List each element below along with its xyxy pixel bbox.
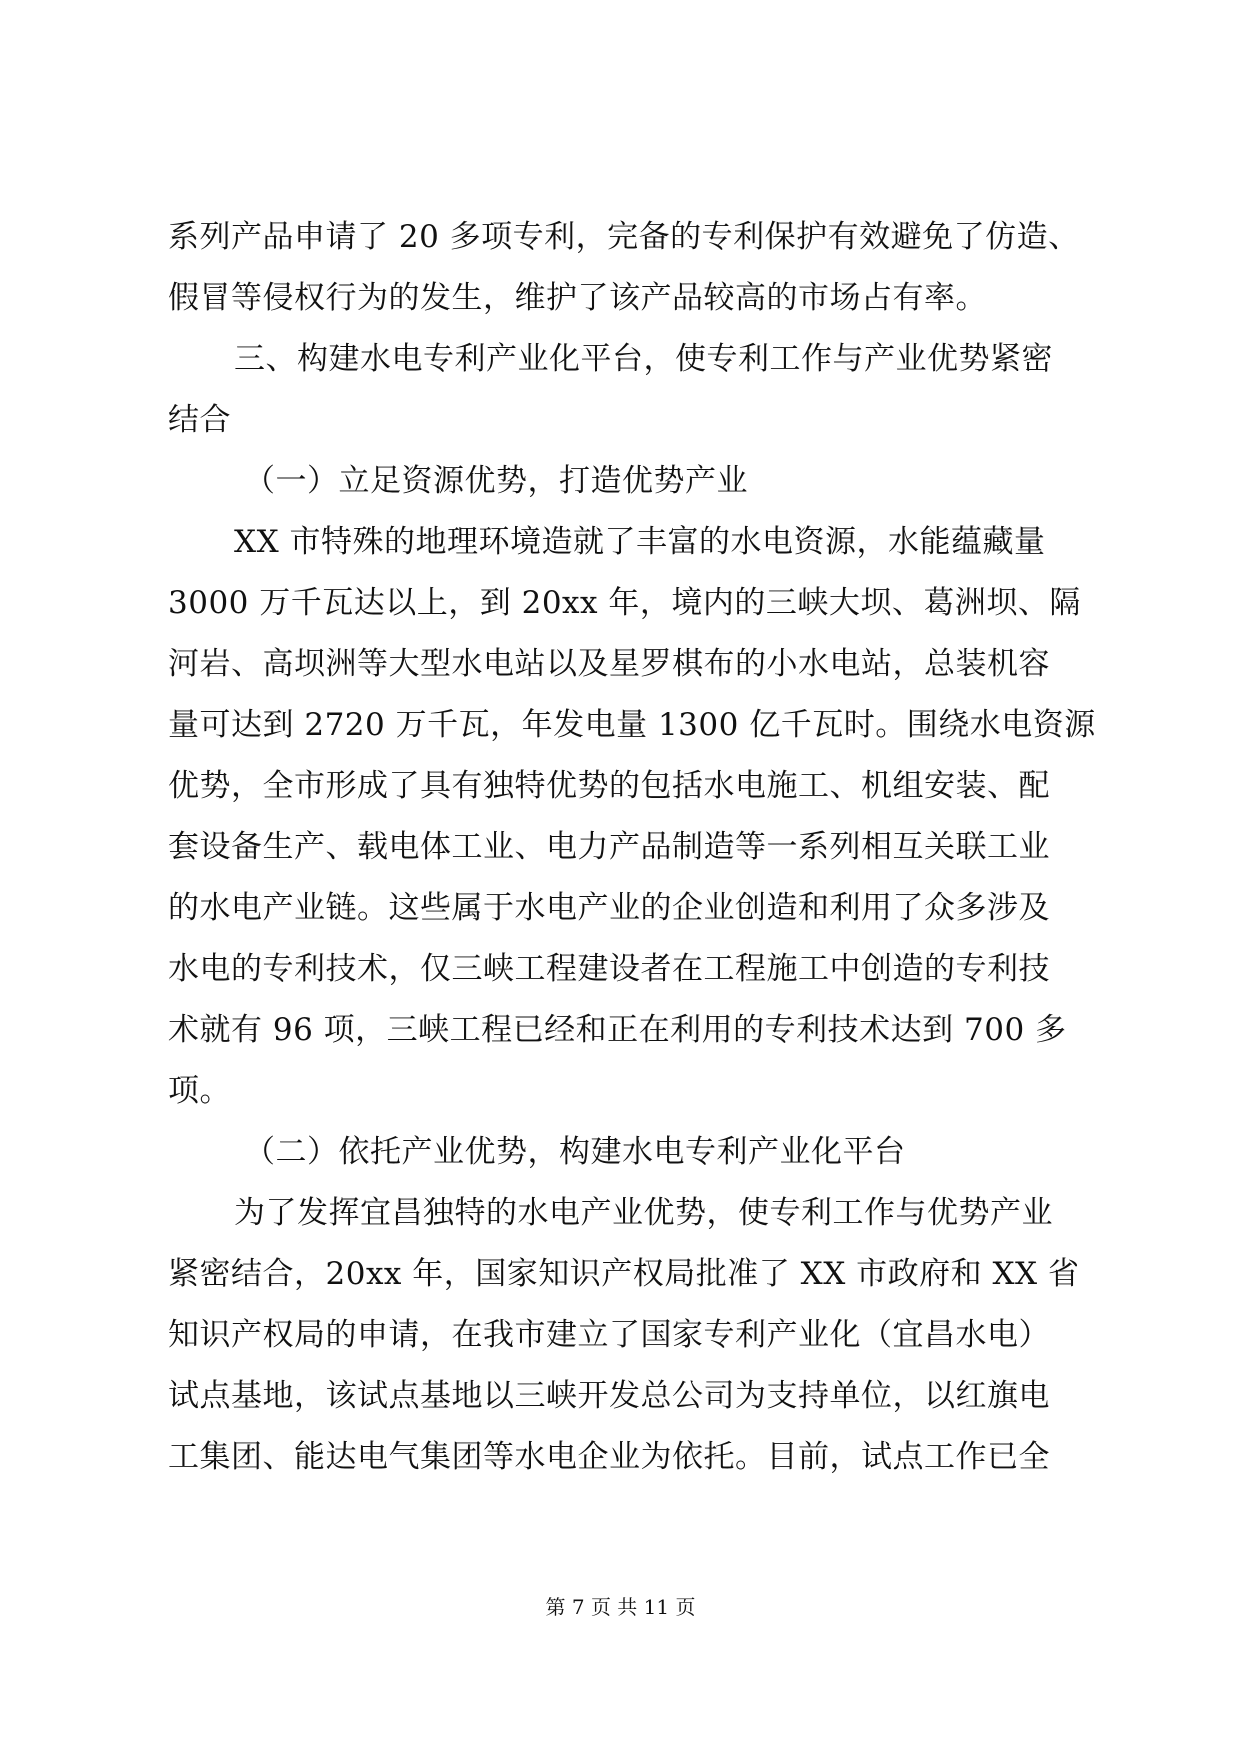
paragraph-start: XX 市特殊的地理环境造就了丰富的水电资源，水能蕴藏量 bbox=[234, 524, 1046, 560]
text-line: 套设备生产、载电体工业、电力产品制造等一系列相互关联工业 bbox=[168, 829, 1050, 865]
text-line: 术就有 96 项，三峡工程已经和正在利用的专利技术达到 700 多 bbox=[168, 1012, 1067, 1048]
subsection-heading: （一）立足资源优势，打造优势产业 bbox=[244, 463, 748, 499]
document-body bbox=[168, 207, 1096, 1488]
text-line: 3000 万千瓦达以上，到 20xx 年，境内的三峡大坝、葛洲坝、隔 bbox=[168, 585, 1081, 621]
page-footer bbox=[0, 1591, 1241, 1620]
subsection-heading: （二）依托产业优势，构建水电专利产业化平台 bbox=[244, 1134, 906, 1170]
section-heading: 三、构建水电专利产业化平台，使专利工作与产业优势紧密 bbox=[234, 341, 1053, 377]
text-line: 河岩、高坝洲等大型水电站以及星罗棋布的小水电站，总装机容 bbox=[168, 646, 1050, 682]
text-line: 试点基地，该试点基地以三峡开发总公司为支持单位，以红旗电 bbox=[168, 1378, 1050, 1414]
text-line: 系列产品申请了 20 多项专利，完备的专利保护有效避免了仿造、 bbox=[168, 219, 1080, 255]
section-heading-continuation: 结合 bbox=[168, 402, 231, 438]
text-line: 紧密结合，20xx 年，国家知识产权局批准了 XX 市政府和 XX 省 bbox=[168, 1256, 1080, 1292]
text-line: 假冒等侵权行为的发生，维护了该产品较高的市场占有率。 bbox=[168, 280, 987, 316]
text-line: 量可达到 2720 万千瓦，年发电量 1300 亿千瓦时。围绕水电资源 bbox=[168, 707, 1096, 743]
text-line: 的水电产业链。这些属于水电产业的企业创造和利用了众多涉及 bbox=[168, 890, 1050, 926]
text-line: 水电的专利技术，仅三峡工程建设者在工程施工中创造的专利技 bbox=[168, 951, 1050, 987]
page-number-indicator: 第 7 页 共 11 页 bbox=[545, 1595, 696, 1619]
text-line: 项。 bbox=[168, 1073, 231, 1109]
paragraph-start: 为了发挥宜昌独特的水电产业优势，使专利工作与优势产业 bbox=[234, 1195, 1053, 1231]
text-line: 知识产权局的申请，在我市建立了国家专利产业化（宜昌水电） bbox=[168, 1317, 1050, 1353]
text-line: 优势，全市形成了具有独特优势的包括水电施工、机组安装、配 bbox=[168, 768, 1050, 804]
text-line: 工集团、能达电气集团等水电企业为依托。目前，试点工作已全 bbox=[168, 1439, 1050, 1475]
